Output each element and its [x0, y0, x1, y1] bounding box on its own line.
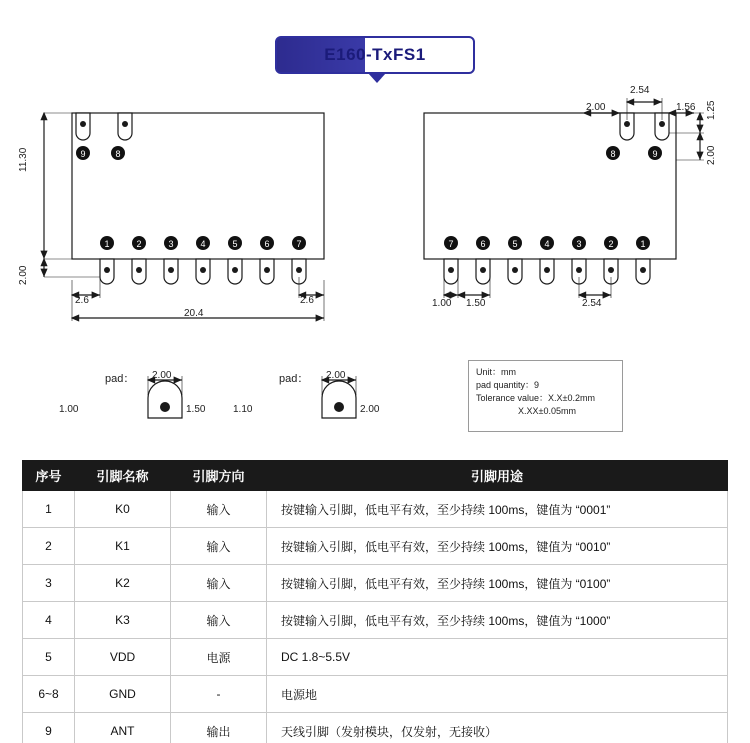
info-box — [468, 360, 623, 432]
dim-right-side-small: 1.25 — [706, 100, 717, 120]
table-row — [23, 565, 728, 602]
cell-usage: 按键输入引脚，低电平有效，至少持续 100ms，键值为 “0001” — [267, 491, 728, 528]
cell-dir: 输出 — [171, 713, 267, 743]
dim-right-pad-gap: 1.50 — [466, 298, 486, 309]
cell-usage: 按键输入引脚，低电平有效，至少持续 100ms，键值为 “1000” — [267, 602, 728, 639]
cell-name: ANT — [75, 713, 171, 743]
svg-text:2: 2 — [136, 239, 142, 249]
pad-detail-1-dim-right: 1.50 — [186, 404, 206, 415]
info-line-pad-quantity: pad quantity：9 — [476, 380, 540, 391]
svg-text:3: 3 — [576, 239, 582, 249]
cell-dir: 电源 — [171, 639, 267, 676]
svg-text:7: 7 — [448, 239, 454, 249]
table-header-row — [23, 461, 728, 491]
cell-dir: 输入 — [171, 491, 267, 528]
svg-text:4: 4 — [544, 239, 550, 249]
svg-text:1: 1 — [640, 239, 646, 249]
info-line-tolerance: Tolerance value：X.X±0.2mm — [476, 393, 595, 404]
dim-right-pitch-top: 2.54 — [630, 85, 650, 96]
cell-usage: 按键输入引脚，低电平有效，至少持续 100ms，键值为 “0100” — [267, 565, 728, 602]
pin-bullets-right-bottom — [444, 236, 650, 250]
table-row — [23, 602, 728, 639]
pad-detail-1-caption: pad： — [105, 373, 135, 385]
pad-detail-2-caption: pad： — [279, 373, 309, 385]
cell-dir: 输入 — [171, 602, 267, 639]
table-row — [23, 528, 728, 565]
svg-text:8: 8 — [610, 149, 616, 159]
pad-detail-2-dim-left: 1.10 — [233, 404, 253, 415]
title-badge — [275, 36, 475, 74]
svg-text:1: 1 — [104, 239, 110, 249]
svg-text:2: 2 — [608, 239, 614, 249]
dim-left-bottom-offset: 2.00 — [18, 265, 29, 285]
pin-bullets-right-top — [606, 146, 662, 160]
cell-dir: 输入 — [171, 528, 267, 565]
dim-left-width: 20.4 — [184, 308, 204, 319]
svg-text:5: 5 — [232, 239, 238, 249]
info-line-tolerance-2: X.XX±0.05mm — [518, 406, 576, 417]
svg-text:8: 8 — [115, 149, 121, 159]
dim-right-pad-pitch: 2.54 — [582, 298, 602, 309]
cell-no: 5 — [23, 639, 75, 676]
cell-name: K3 — [75, 602, 171, 639]
cell-dir: - — [171, 676, 267, 713]
dim-right-pad-w: 1.00 — [432, 298, 452, 309]
cell-usage: DC 1.8~5.5V — [267, 639, 728, 676]
cell-usage: 按键输入引脚，低电平有效，至少持续 100ms，键值为 “0010” — [267, 528, 728, 565]
cell-no: 4 — [23, 602, 75, 639]
table-row — [23, 491, 728, 528]
dim-right-left: 2.00 — [586, 102, 606, 113]
svg-text:9: 9 — [652, 149, 658, 159]
page-title: E160-TxFS1 — [324, 45, 426, 64]
pin-table — [22, 460, 728, 743]
svg-text:6: 6 — [264, 239, 270, 249]
svg-text:3: 3 — [168, 239, 174, 249]
cell-name: GND — [75, 676, 171, 713]
cell-name: VDD — [75, 639, 171, 676]
pad-detail-1-dim-top: 2.00 — [152, 370, 172, 381]
table-row — [23, 639, 728, 676]
svg-text:6: 6 — [480, 239, 486, 249]
dim-right-right: 1.56 — [676, 102, 696, 113]
svg-text:7: 7 — [296, 239, 302, 249]
cell-dir: 输入 — [171, 565, 267, 602]
info-line-unit: Unit：mm — [476, 367, 516, 377]
dim-left-height: 11.30 — [18, 147, 29, 172]
pin-bullets-left-top — [76, 146, 125, 160]
dim-left-edge-left: 2.6 — [75, 295, 89, 306]
table-header-name: 引脚名称 — [75, 461, 171, 491]
pad-detail-2-dim-right: 2.00 — [360, 404, 380, 415]
svg-text:9: 9 — [80, 149, 86, 159]
dim-left-edge-right: 2.6 — [300, 295, 314, 306]
cell-usage: 天线引脚（发射模块，仅发射，无接收） — [267, 713, 728, 743]
svg-text:5: 5 — [512, 239, 518, 249]
svg-text:4: 4 — [200, 239, 206, 249]
mechanical-drawing — [0, 80, 750, 440]
pin-bullets-left-bottom — [100, 236, 306, 250]
cell-no: 1 — [23, 491, 75, 528]
cell-usage: 电源地 — [267, 676, 728, 713]
pad-detail-1-dim-left: 1.00 — [59, 404, 79, 415]
cell-name: K2 — [75, 565, 171, 602]
cell-name: K0 — [75, 491, 171, 528]
table-header-no: 序号 — [23, 461, 75, 491]
cell-no: 2 — [23, 528, 75, 565]
dim-right-side: 2.00 — [706, 145, 717, 165]
cell-name: K1 — [75, 528, 171, 565]
table-row — [23, 713, 728, 743]
table-header-usage: 引脚用途 — [267, 461, 728, 491]
table-row — [23, 676, 728, 713]
pad-detail-2-dim-top: 2.00 — [326, 370, 346, 381]
cell-no: 9 — [23, 713, 75, 743]
cell-no: 6~8 — [23, 676, 75, 713]
table-header-dir: 引脚方向 — [171, 461, 267, 491]
cell-no: 3 — [23, 565, 75, 602]
